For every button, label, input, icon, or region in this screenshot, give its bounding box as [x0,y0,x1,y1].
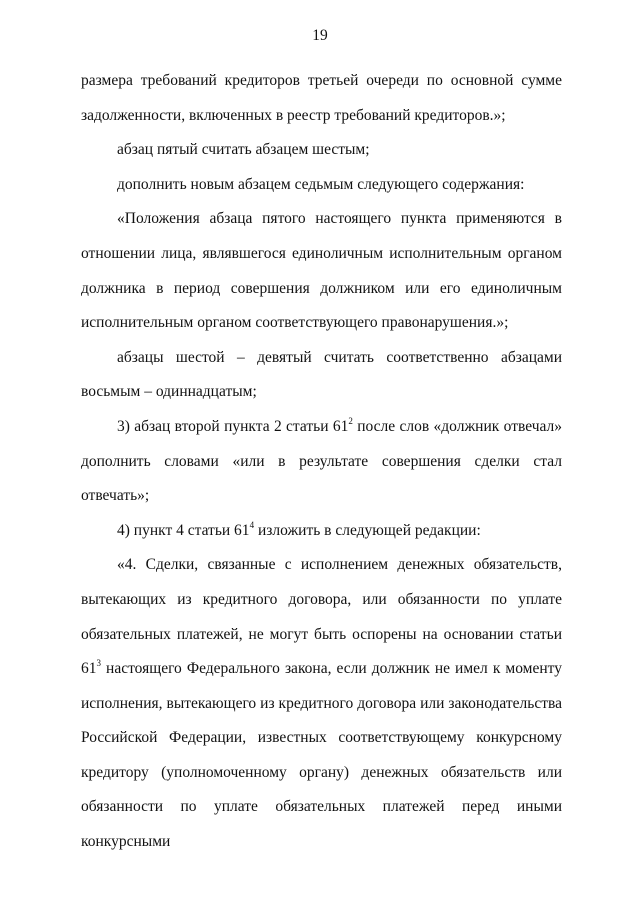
document-body [81,64,562,860]
paragraph-continuation: размера требований кредиторов третьей очереди по основной сумме задолженности, включенных в реестр требований кредиторов.»; [81,72,562,124]
item-4-superscript: 4 [249,519,255,530]
item-3-text-after: после слов «должник отвечал» дополнить словами «или в результате совершения сделки стал отвечать»; [81,417,562,505]
clause-4-text-after: настоящего Федерального закона, если должник не имел к моменту исполнения, вытекающего из кредитного договора или законодательства Российской Федерации, известных соответствующему конкурсному кредитору (уполномоченному органу) денежных обязательств или обязанности по уплате обязательных платежей перед иными конкурсными [81,660,562,851]
item-4-text-after: изложить в следующей редакции: [254,521,481,539]
item-3-text-before: 3) абзац второй пункта 2 статьи 61 [117,417,349,435]
clause-4-superscript: 3 [96,658,101,669]
item-3-superscript: 2 [348,415,353,426]
paragraph-quoted-provision: «Положения абзаца пятого настоящего пункта применяются в отношении лица, являвшегося единоличным исполнительным органом должника в период совершения должником или его единоличным исполнительным органом соответствующего правонарушения.»; [81,210,562,332]
paragraph-item-3 [81,410,562,514]
page-number: 19 [312,27,328,44]
paragraph-new-clause-4 [81,548,562,859]
paragraph-renumber-sixth-ninth: абзацы шестой – девятый считать соответственно абзацами восьмым – одиннадцатым; [81,348,562,401]
paragraph-item-4 [81,514,562,549]
paragraph-add-seventh: дополнить новым абзацем седьмым следующего содержания: [117,175,525,193]
clause-4-text-before: «4. Сделки, связанные с исполнением денежных обязательств, вытекающих из кредитного договора, или обязанности по уплате обязательных платежей, не могут быть оспорены на основании статьи 61 [81,556,562,678]
item-4-text-before: 4) пункт 4 статьи 61 [117,521,250,539]
paragraph-renumber-fifth: абзац пятый считать абзацем шестым; [117,141,370,159]
